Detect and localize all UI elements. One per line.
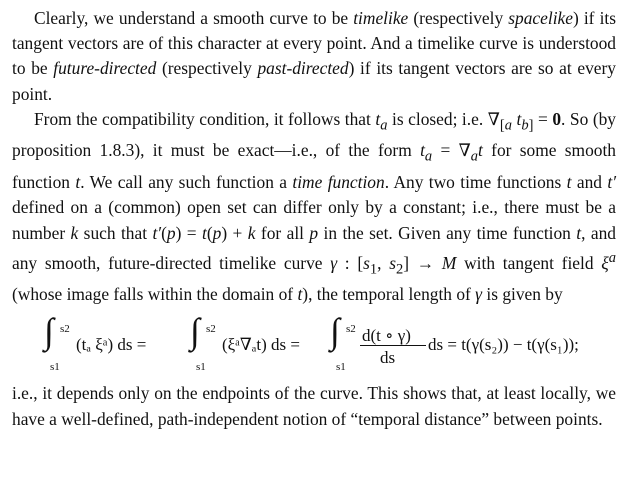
- lower-limit-2: s1: [196, 361, 206, 374]
- upper-limit-3: s2: [346, 323, 356, 336]
- lower-limit-1: s1: [50, 361, 60, 374]
- paragraph-2: From the compatibility condition, it follows that $t_a$ is closed; i.e. $\nabla_{[a}$ $t_{b]} = 0$. So (by proposition 1.8.3), it must be exact—i.e., of the form $t_a = \nabla_at$ for some smooth function t. We call any such function a time function. Any two time functions t and t′ defined on a (common) open set can differ only by a constant; i.e., there must be a number k such that t′(p) = t(p) + k for all p in the set. Given any time function t, and any smooth, future-directed timelike curve γ : [$s_1$, $s_2] \to M$ with tangent field $\xi^a$ (whose image falls within the domain of t), the temporal length of γ is given by: [12, 108, 617, 305]
- derivative-denominator: ds: [380, 348, 396, 368]
- integral-sign-2: ∫: [190, 311, 200, 352]
- lower-limit-3: s1: [336, 361, 346, 374]
- integrand-1: (tₐ ξᵃ) ds =: [76, 335, 147, 355]
- temporal-length-equation: [14, 311, 616, 374]
- integrand-2: (ξᵃ∇ₐt) ds =: [222, 335, 300, 355]
- paragraph-1: Clearly, we understand a smooth curve to be timelike (respectively spacelike) if its tangent vectors are of this character at every point. And a timelike curve is understood to be future-directed (respectively past-directed) if its tangent vectors are so at every point.: [12, 8, 616, 104]
- paragraph-3: i.e., it depends only on the endpoints of the curve. This shows that, at least locally, we have a well-defined, path-independent notion of “temporal distance” between points.: [12, 383, 616, 429]
- integral-sign-3: ∫: [330, 311, 340, 352]
- derivative-numerator: d(t ∘ γ): [362, 326, 411, 346]
- document-page: [12, 6, 616, 432]
- upper-limit-1: s2: [60, 323, 70, 336]
- equation-result: ds = t(γ(s₂)) − t(γ(s₁));: [428, 335, 579, 355]
- upper-limit-2: s2: [206, 323, 216, 336]
- integral-sign-1: ∫: [44, 311, 54, 352]
